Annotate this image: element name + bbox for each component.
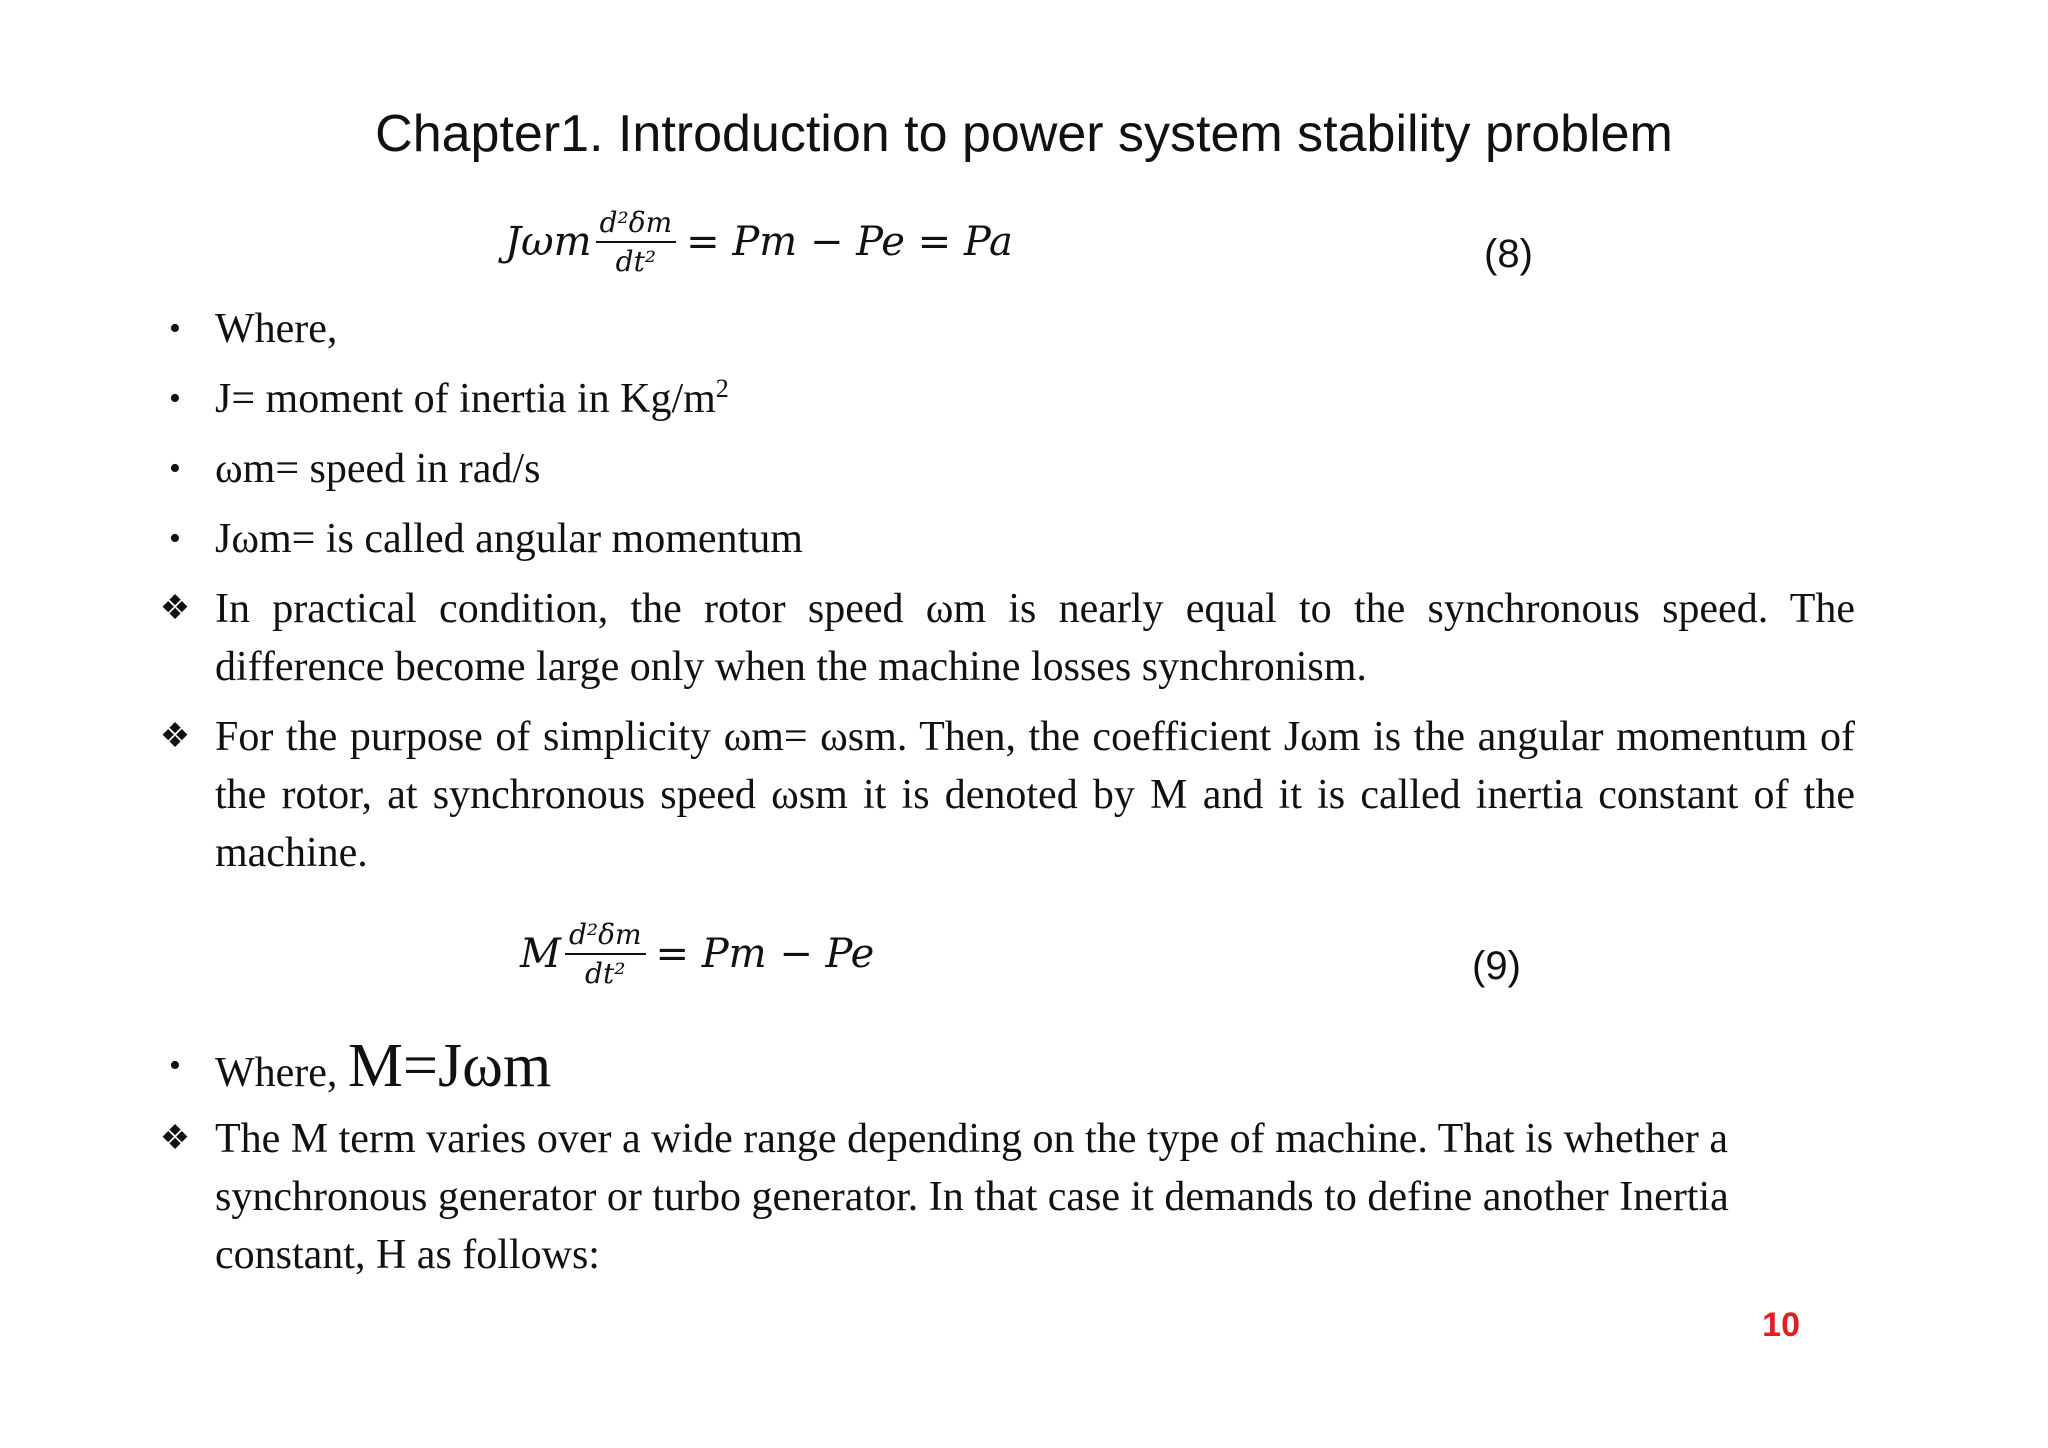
paragraph-text: For the purpose of simplicity ωm= ωsm. Then, the coefficient Jωm is the angular momentum of the rotor, at synchronous speed ωsm it is denoted by M and it is called inertia constant of the machine. <box>215 714 1855 876</box>
m-equals-j-omega-m: M=Jωm <box>347 1032 552 1100</box>
paragraph-text: The M term varies over a wide range depending on the type of machine. That is whether a synchronous generator or turbo generator. In that case it demands to define another Inertia constant, H as follows: <box>215 1116 1729 1278</box>
paragraph-text: In practical condition, the rotor speed ωm is nearly equal to the synchronous speed. The difference become large only when the machine losses synchronism. <box>215 586 1855 690</box>
equation-9-rhs: = Pm − Pe <box>655 931 875 978</box>
bullet-text: Where, M=Jωm <box>215 1032 552 1100</box>
bullet-where <box>169 300 1855 358</box>
equation-9-number: (9) <box>1472 944 1521 988</box>
equation-9 <box>520 920 874 989</box>
bullet-where-m <box>169 1030 1855 1109</box>
bullet-marker: • <box>169 1047 181 1084</box>
diamond-marker-icon: ❖ <box>159 718 191 755</box>
superscript: 2 <box>715 374 729 403</box>
bullet-marker: • <box>169 450 181 487</box>
equation-8 <box>505 208 1013 277</box>
slide-title: Chapter1. Introduction to power system stability problem <box>375 105 1673 163</box>
equation-8-numerator: d²δm <box>596 208 677 243</box>
bullet-text: ωm= speed in rad/s <box>215 446 541 492</box>
bullet-text: J= moment of inertia in $Kg/m^2$ <box>215 374 729 422</box>
bullet-angular-momentum <box>169 510 1855 568</box>
equation-8-number: (8) <box>1484 232 1533 276</box>
equation-9-lhs: M <box>520 931 561 978</box>
diamond-simplicity <box>159 708 1855 882</box>
equation-9-fraction <box>565 920 646 989</box>
equation-8-rhs: = Pm − Pe = Pa <box>686 219 1013 266</box>
bullet-marker: • <box>169 310 181 347</box>
bullet-text: Where, <box>215 306 338 352</box>
diamond-m-term <box>159 1110 1775 1284</box>
equation-8-fraction <box>596 208 677 277</box>
equation-9-numerator: d²δm <box>565 920 646 955</box>
bullet-speed <box>169 440 1855 498</box>
diamond-marker-icon: ❖ <box>159 1120 191 1157</box>
page-number: 10 <box>1762 1306 1800 1344</box>
bullet-marker: • <box>169 520 181 557</box>
bullet-moment-of-inertia <box>169 370 1855 428</box>
bullet-text: Jωm= is called angular momentum <box>215 516 803 562</box>
diamond-marker-icon: ❖ <box>159 590 191 627</box>
bullet-marker: • <box>169 380 181 417</box>
equation-8-lhs: Jωm <box>505 219 592 266</box>
equation-8-denominator: dt² <box>615 245 657 279</box>
diamond-practical-condition <box>159 580 1855 696</box>
equation-9-denominator: dt² <box>585 957 626 991</box>
